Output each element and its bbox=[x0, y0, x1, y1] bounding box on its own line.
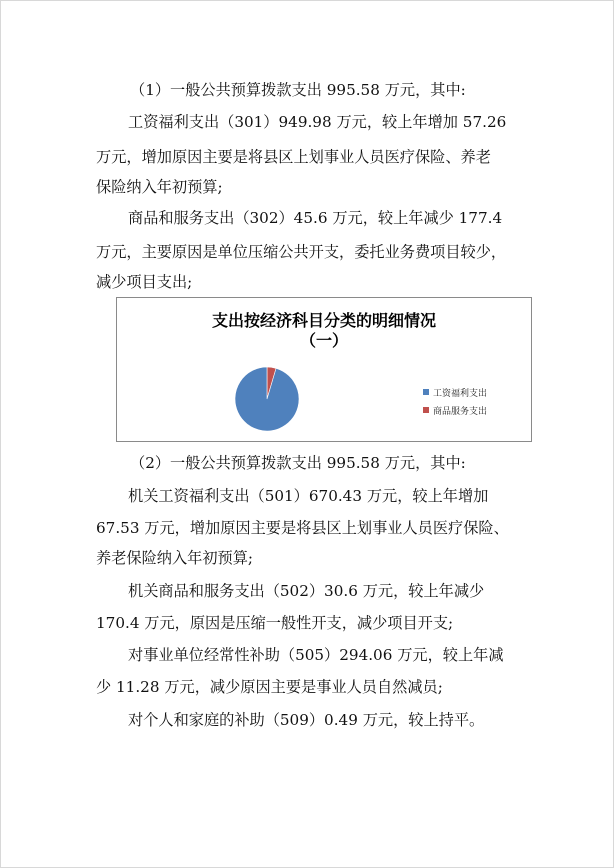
legend-item bbox=[423, 383, 487, 401]
paragraph-3-cont bbox=[96, 237, 516, 297]
pie-chart-svg bbox=[117, 298, 531, 441]
paragraph-5-cont bbox=[96, 513, 516, 573]
paragraph-2 bbox=[128, 107, 548, 137]
paragraph-3 bbox=[128, 203, 548, 233]
paragraph-6-cont bbox=[96, 608, 516, 638]
legend-label: 工资福利支出 bbox=[433, 388, 488, 399]
text-line: （1）一般公共预算拨款支出 995.58 万元，其中: bbox=[130, 81, 466, 99]
text-line: 对个人和家庭的补助（509）0.49 万元，较上持平。 bbox=[128, 711, 485, 729]
chart-legend bbox=[423, 383, 487, 419]
text-line: 对事业单位经常性补助（505）294.06 万元，较上年减 bbox=[128, 646, 504, 664]
paragraph-6 bbox=[128, 576, 548, 606]
text-line: 减少项目支出; bbox=[96, 273, 193, 291]
text-line: （2）一般公共预算拨款支出 995.58 万元，其中: bbox=[130, 454, 466, 472]
text-line: 万元，主要原因是单位压缩公共开支，委托业务费项目较少， bbox=[96, 243, 507, 261]
chart-title: 支出按经济科目分类的明细情况 bbox=[211, 311, 436, 330]
chart-subtitle: （一） bbox=[299, 331, 348, 350]
text-line: 养老保险纳入年初预算; bbox=[96, 549, 253, 567]
text-line: 机关工资福利支出（501）670.43 万元，较上年增加 bbox=[128, 487, 489, 505]
paragraph-2-cont bbox=[96, 142, 516, 202]
paragraph-5 bbox=[128, 481, 548, 511]
paragraph-4 bbox=[130, 448, 550, 478]
text-line: 商品和服务支出（302）45.6 万元，较上年减少 177.4 bbox=[128, 209, 503, 227]
paragraph-8 bbox=[128, 705, 548, 735]
text-line: 工资福利支出（301）949.98 万元，较上年增加 57.26 bbox=[128, 113, 507, 131]
text-line: 万元，增加原因主要是将县区上划事业人员医疗保险、养老 bbox=[96, 148, 491, 166]
legend-label: 商品服务支出 bbox=[433, 406, 488, 417]
text-line: 保险纳入年初预算; bbox=[96, 178, 223, 196]
legend-swatch bbox=[423, 407, 429, 413]
legend-item bbox=[423, 401, 487, 419]
text-line: 67.53 万元，增加原因主要是将县区上划事业人员医疗保险、 bbox=[96, 519, 509, 537]
text-line: 170.4 万元，原因是压缩一般性开支，减少项目开支; bbox=[96, 614, 454, 632]
legend-swatch bbox=[423, 389, 429, 395]
text-line: 少 11.28 万元，减少原因主要是事业人员自然减员; bbox=[96, 678, 443, 696]
text-line: 机关商品和服务支出（502）30.6 万元，较上年减少 bbox=[128, 582, 485, 600]
pie-slice-wages-welfare bbox=[235, 367, 299, 431]
paragraph-1 bbox=[130, 75, 550, 105]
paragraph-7 bbox=[128, 640, 548, 670]
paragraph-7-cont bbox=[96, 672, 516, 702]
pie-chart bbox=[116, 297, 532, 442]
